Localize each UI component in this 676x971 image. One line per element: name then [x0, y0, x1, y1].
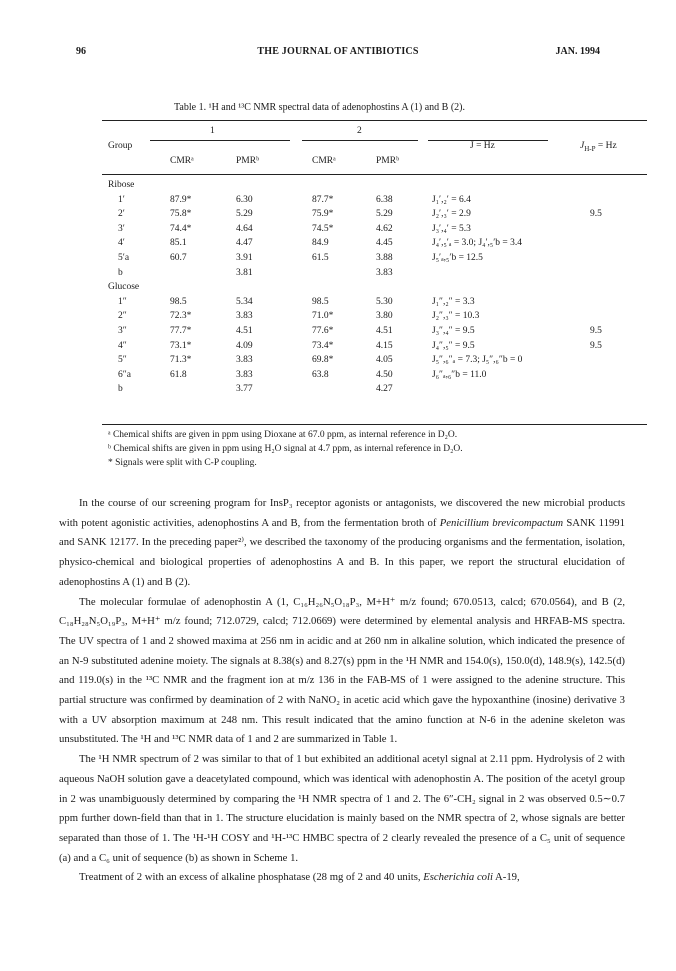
table-cell-j: J₄′,₅′ₐ = 3.0; J₄′,₅′b = 3.4 [432, 238, 523, 249]
table-cell-group: 3″ [118, 326, 127, 336]
table-cell-pmr2: 5.29 [376, 209, 393, 220]
table-cell-cmr2: 84.9 [312, 238, 329, 249]
table-cell-pmr2: 4.45 [376, 238, 393, 249]
table-cell-cmr1: 71.3* [170, 355, 192, 366]
col-pmr-1: PMRᵇ [236, 156, 260, 166]
table-cell-jhp: 9.5 [590, 209, 602, 220]
paragraph-2: The molecular formulae of adenophostin A (1, C₁₆H₂₆N₅O₁₈P₃, M+H⁺ m/z found; 670.0513, calcd; 670.0564), and B (2, C₁₈H₂₈N₅O₁₉P₃, M+H⁺ m/z found; 712.0729, calcd; 712.0669) were determined by elemental analysis and HRFAB-MS spectra. The UV spectra of 1 and 2 showed maxima at 256 nm in acidic and at 260 nm in alkaline solution, which indicated the presence of an N-9 substituted adenine moiety. The signals at 8.38(s) and 8.27(s) ppm in the ¹H NMR and 154.0(s), 150.0(d), 148.9(s), 142.5(d) and 119.0(s) in the ¹³C NMR and the fragment ion at m/z 136 in the FAB-MS of 1 were assigned to the adenine structure. This partial structure was confirmed by deamination of 2 with NaNO₂ in acetic acid which gave the hypoxanthine (inosine) derivative 3 with a UV absorption maximum at 248 nm. This result indicated that the amino function at N-6 in the adenine skeleton was unsubstituted. The ¹H and ¹³C NMR data of 1 and 2 are summarized in Table 1. [59, 595, 625, 746]
table-cell-pmr2: 3.88 [376, 253, 393, 263]
table-bottom-rule [102, 424, 647, 425]
col-j: J = Hz [470, 141, 495, 151]
col-cmr-1: CMRᵃ [170, 156, 194, 166]
table-cell-j: J₂″,₃″ = 10.3 [432, 311, 480, 322]
table-cell-cmr1: 87.9* [170, 194, 192, 205]
table-cell-pmr1: 4.64 [236, 223, 253, 234]
table-caption: Table 1. ¹H and ¹³C NMR spectral data of adenophostins A (1) and B (2). [174, 102, 466, 113]
table-cell-pmr1: 6.30 [236, 194, 253, 205]
table-cell-pmr1: 3.83 [236, 355, 253, 366]
table-cell-pmr2: 4.27 [376, 384, 393, 395]
table-cell-j: J₁″,₂″ = 3.3 [432, 296, 475, 307]
table-cell-j: J₅′ₐ,₅′b = 12.5 [432, 253, 483, 263]
table-cell-jhp: 9.5 [590, 326, 602, 336]
table-cell-cmr1: 61.8 [170, 369, 187, 380]
compound-1-span-rule [150, 140, 290, 141]
col-group: Group [108, 141, 133, 151]
table-cell-group: 5″ [118, 355, 127, 366]
table-cell-cmr1: 74.4* [170, 223, 192, 234]
table-cell-pmr2: 5.30 [376, 296, 393, 307]
p1-text-a: In the course of our screening program for InsP₃ receptor agonists or antagonists, we discovered the new microbial products with potent agonistic activities, adenophostins A and B, from the fermentation broth of [59, 497, 625, 529]
table-cell-pmr1: 4.09 [236, 340, 253, 351]
table-cell-cmr2: 75.9* [312, 209, 334, 220]
col-compound-2: 2 [357, 126, 362, 136]
table-cell-pmr2: 3.80 [376, 311, 393, 322]
table-cell-cmr2: 98.5 [312, 296, 329, 307]
table-cell-j: J₆″ₐ,₆″b = 11.0 [432, 369, 487, 380]
table-cell-cmr1: 77.7* [170, 326, 192, 336]
table-cell-cmr2: 74.5* [312, 223, 334, 234]
table-cell-pmr1: 3.81 [236, 267, 253, 278]
paragraph-1 [59, 494, 625, 593]
table-cell-j: J₁′,₂′ = 6.4 [432, 194, 471, 205]
table-cell-cmr1: 98.5 [170, 296, 187, 307]
table-cell-j: J₃′,₄′ = 5.3 [432, 223, 471, 234]
table-cell-pmr2: 4.05 [376, 355, 393, 366]
table-cell-cmr2: 87.7* [312, 194, 334, 205]
table-cell-pmr1: 3.91 [236, 253, 253, 263]
running-header [76, 46, 600, 60]
table-cell-cmr2: 77.6* [312, 326, 334, 336]
table-cell-pmr1: 3.77 [236, 384, 253, 395]
table-cell-pmr1: 4.47 [236, 238, 253, 249]
table-cell-pmr1: 3.83 [236, 369, 253, 380]
table-cell-j: J₅″,₆″ₐ = 7.3; J₅″,₆″b = 0 [432, 355, 523, 366]
table-cell-group: b [118, 384, 123, 395]
table-cell-group: 2′ [118, 209, 125, 220]
table-cell-cmr2: 61.5 [312, 253, 329, 263]
table-cell-pmr2: 3.83 [376, 267, 393, 278]
table-cell-group: 4″ [118, 340, 127, 351]
table-cell-group: Glucose [108, 282, 140, 293]
p4-species: Escherichia coli [423, 871, 493, 884]
footnote-a: ᵃ Chemical shifts are given in ppm using Dioxane at 67.0 ppm, as internal reference in D₂O. [108, 430, 458, 440]
paragraph-4 [59, 868, 625, 888]
table-cell-j: J₂′,₃′ = 2.9 [432, 209, 471, 220]
table-cell-pmr2: 4.62 [376, 223, 393, 234]
table-cell-cmr1: 73.1* [170, 340, 192, 351]
col-cmr-2: CMRᵃ [312, 156, 336, 166]
table-cell-group: 4′ [118, 238, 125, 249]
p1-species: Penicillium brevicompactum [439, 516, 564, 529]
paragraph-3: The ¹H NMR spectrum of 2 was similar to that of 1 but exhibited an additional acetyl signal at 2.11 ppm. Hydrolysis of 2 with aqueous NaOH solution gave a deacetylated compound, which was identical with adenophostin A. The position of the acetyl group in 2 was unambiguously determined by comparing the ¹H NMR spectra of 1 and 2. The 6″-CH₂ signal in 2 was observed 0.5∼0.7 ppm further down-field than that in 1. The structure elucidation is mainly based on the NMR spectra of 2, whose signals are better separated than those of 1. The ¹H-¹H COSY and ¹H-¹³C HMBC spectra of 2 clearly revealed the presence of a C₅ unit of sequence (a) and a C₆ unit of sequence (b) as shown in Scheme 1. [59, 753, 625, 864]
table-cell-cmr2: 73.4* [312, 340, 334, 351]
table-cell-jhp: 9.5 [590, 340, 602, 351]
table-cell-cmr2: 69.8* [312, 355, 334, 366]
table-cell-pmr1: 5.34 [236, 296, 253, 307]
table-cell-cmr1: 75.8* [170, 209, 192, 220]
table-cell-pmr1: 3.83 [236, 311, 253, 322]
table-cell-j: J₃″,₄″ = 9.5 [432, 326, 475, 336]
col-compound-1: 1 [210, 126, 215, 136]
table-cell-cmr2: 63.8 [312, 369, 329, 380]
body-text [59, 494, 625, 888]
table-cell-group: 2″ [118, 311, 127, 322]
col-jhp [580, 141, 617, 153]
col-jhp-sub: H-P [584, 144, 596, 153]
table-cell-group: 3′ [118, 223, 125, 234]
table-cell-group: 6″a [118, 369, 131, 380]
table-cell-cmr1: 60.7 [170, 253, 187, 263]
table-top-rule [102, 120, 647, 121]
table-cell-pmr1: 4.51 [236, 326, 253, 336]
footnote-star: * Signals were split with C-P coupling. [108, 458, 257, 468]
issue-date: JAN. 1994 [555, 46, 600, 57]
col-jhp-tail: = Hz [595, 141, 617, 151]
table-cell-pmr1: 5.29 [236, 209, 253, 220]
table-cell-group: 1′ [118, 194, 125, 205]
table-cell-cmr1: 85.1 [170, 238, 187, 249]
col-jhp-j: J [580, 141, 585, 151]
col-pmr-2: PMRᵇ [376, 156, 400, 166]
table-cell-cmr1: 72.3* [170, 311, 192, 322]
table-cell-pmr2: 4.51 [376, 326, 393, 336]
table-cell-group: 5′a [118, 253, 130, 263]
p1-text-b: SANK 11991 and SANK 12177. In the preceding paper²⁾, we described the taxonomy of the producing organisms and the fermentation, isolation, physico-chemical and biological properties of adenophostins A and B. In this paper, we report the structural elucidation of adenophostins A (1) and B (2). [59, 516, 625, 588]
table-cell-pmr2: 6.38 [376, 194, 393, 205]
journal-title: THE JOURNAL OF ANTIBIOTICS [257, 46, 419, 57]
p4-text-b: A-19, [492, 871, 520, 884]
p4-text-a: Treatment of 2 with an excess of alkaline phosphatase (28 mg of 2 and 40 units, [79, 871, 424, 884]
page-number: 96 [76, 46, 86, 57]
table-cell-j: J₄″,₅″ = 9.5 [432, 340, 475, 351]
footnote-b: ᵇ Chemical shifts are given in ppm using H₂O signal at 4.7 ppm, as internal reference in D₂O. [108, 444, 463, 454]
table-cell-pmr2: 4.15 [376, 340, 393, 351]
table-header-rule [102, 174, 647, 175]
table-cell-group: b [118, 267, 123, 278]
table-cell-group: 1″ [118, 296, 127, 307]
compound-2-span-rule [302, 140, 418, 141]
table-cell-group: Ribose [108, 180, 135, 190]
table-cell-pmr2: 4.50 [376, 369, 393, 380]
table-cell-cmr2: 71.0* [312, 311, 334, 322]
